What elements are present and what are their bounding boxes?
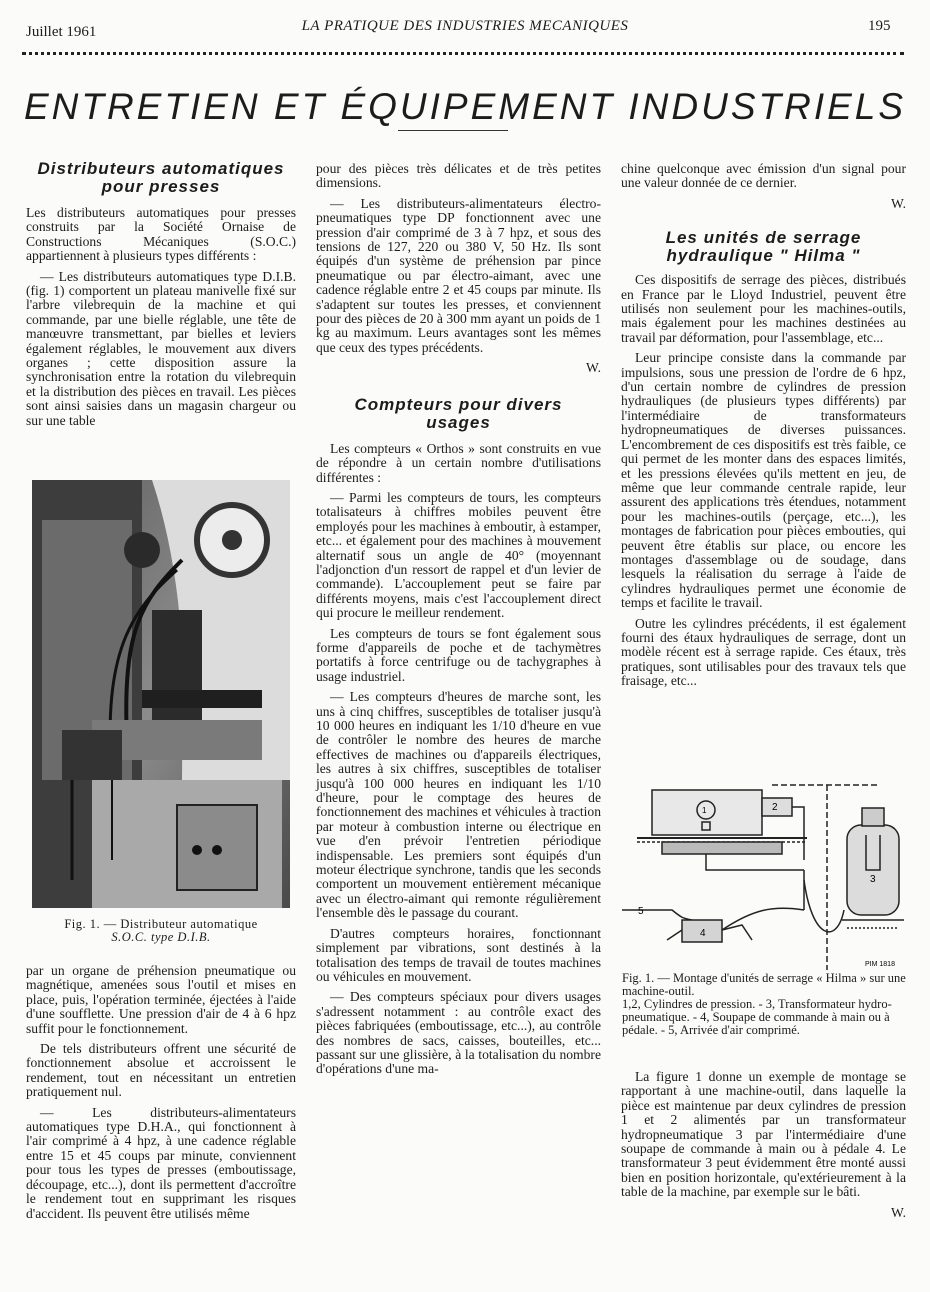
paragraph: La figure 1 donne un exemple de montage se rapportant à une machine-outil, dans laquelle la pièce est maintenue par deux cylindres de pression 1 et 2 alimentés par un transformateur hydropneumatique 3 par l'intermédiaire d'une soupape de commande à main ou à pédale 4. Le transformateur 3 peut évidemment être monté aussi bien en position horizontale, qu'extérieurement à la table de la machine, par exemple sur le bâti. [621,1069,906,1200]
caption-line: Fig. 1. — Distributeur automatique [64,917,258,931]
figure-reference: PIM 1818 [865,961,895,968]
article-title-distributeurs: Distributeurs automatiques pour presses [37,159,285,196]
paragraph: Les compteurs de tours se font également sous forme d'appareils de poche et de tachymètres portatifs à force centrifuge ou de tachygraphes à usage industriel. [316,625,601,684]
column-2 [316,162,601,1083]
diagram-caption [622,972,907,1037]
paragraph: — Parmi les compteurs de tours, les compteurs totalisateurs à chiffres mobiles peuvent être employés pour les machines à emboutir, à estamper, etc... et également pour des machines à mouvement alternatif sous un angle de 40° (moyennant l'adjonction d'un ressort de rappel et d'un levier de commande). L'accouplement peut se faire par différents moyens, mais c'est l'accouplement direct qui procure le meilleur rendement. [316,489,601,621]
dotted-rule [22,52,904,55]
journal-title: LA PRATIQUE DES INDUSTRIES MECANIQUES [301,18,629,34]
hydraulic-setup-drawing [622,780,907,970]
paragraph: pour des pièces très délicates et de très petites dimensions. [316,161,601,191]
paragraph: chine quelconque avec émission d'un signal pour une valeur donnée de ce dernier. [621,161,906,191]
paragraph: Outre les cylindres précédents, il est également fourni des étaux hydrauliques de serrage, dont un modèle récent est à serrage rapide. Ces étaux, très pratiques, sont utilisables pour des travaux tels que fraisage, etc... [621,615,906,689]
paragraph: Leur principe consiste dans la commande par impulsions, sous une pression de l'ordre de 6 hpz, d'un certain nombre de cylindres de pression hydrauliques (de plusieurs types différents) par l'intermédiaire de transformateurs hydropneumatiques de diverses puissances. L'encombrement de ces dispositifs est très faible, ce qui permet de les monter dans des espaces limités, et les pressions élevées qu'ils mettent en jeu, de même que leur commande centrale rapide, leur assurent des applications très étendues, notamment pour les machines-outils (perçage, etc...), les montages de fabrication pour pièces embouties, qui peuvent être établis sur place, ou encore les montages d'assemblage ou de soudage, dans lesquels la réalisation du serrage à l'aide de cylindres hydrauliques permet une économie de temps et facilite le travail. [621,350,906,611]
paragraph: — Les compteurs d'heures de marche sont, les uns à cinq chiffres, susceptibles de totaliser jusqu'à 10 000 heures en indiquant les 1/10 d'heure en vue de contrôler le nombre des heures de marche effectives de machines ou d'appareils électriques, les autres à six chiffres, susceptibles de totaliser jusqu'à 100 000 heures en indiquant les 1/10 d'heure, pour le comptage des heures de fonctionnement des machines et véhicules à traction par moteur à combustion interne ou électrique en vue d'en prévoir l'entretien périodique indispensable. Les premiers sont équipés d'un moteur électrique synchrone, tandis que les seconds comportent un mouvement entièrement mécanique avec un électro-aimant qui remonte régulièrement l'ensemble dès le passage du courant. [316,689,601,921]
column-1-bottom [26,964,296,1227]
distributor-photo [32,480,290,908]
hilma-diagram [622,780,907,970]
author-initial: W. [891,195,906,211]
article-title-hilma: Les unités de serrage hydraulique " Hilma " [665,228,862,266]
article-title-compteurs: Compteurs pour divers usages [354,394,563,432]
paragraph: — Des compteurs spéciaux pour divers usages s'adressent notamment : au contrôle exact des pièces fabriquées (emboutissage, etc...), au contrôle des nombres de sacs, caisses, bouteilles, etc... passant sur une glissière, à la totalisation du nombre d'opérations d'une ma- [316,989,601,1077]
paragraph: — Les distributeurs-alimentateurs automatiques type D.H.A., qui fonctionnent à l'air comprimé à 4 hpz, à une cadence réglable entre 15 et 45 coups par minute, conviennent pour tous les types de presses (emboutissage, découpage, etc...), dont ils permettent d'accroître le rendement tout en supprimant les risques d'accident. Ils peuvent être utilisés même [26,1104,296,1221]
column-1-top [26,160,296,434]
caption-line: S.O.C. type D.I.B. [111,930,211,944]
author-initial: W. [891,1204,906,1220]
issue-date: Juillet 1961 [26,24,97,40]
page-number: 195 [868,18,891,34]
label-4: 4 [700,928,706,939]
column-3-top [621,162,906,695]
paragraph: — Les distributeurs automatiques type D.I.B. (fig. 1) comportent un plateau manivelle fixé sur l'arbre vilebrequin de la machine et qui commande, par une bielle réglable, une tête de manœuvre transmettant, par bielles et leviers également réglables, le mouvement aux divers organes ; cette disposition assure la synchronisation entre la rotation du vilebrequin et la distribution des pièces en travail. Les pièces sont ainsi saisies dans un magasin chargeur ou sur une table [26,268,296,428]
paragraph: Les distributeurs automatiques pour presses construits par la Société Ornaise de Constructions Mécaniques (S.O.C.) appartiennent à plusieurs types différents : [26,205,296,264]
paragraph: par un organe de préhension pneumatique ou magnétique, amenées sous l'outil et mises en place, puis, l'opération terminée, éjectées à l'aide d'une soufflette. Une pression d'air de 4 à 6 hpz suffit pour le fonctionnement. [26,963,296,1036]
figure-caption [32,918,290,944]
press-machine-image [32,480,290,908]
paragraph: Les compteurs « Orthos » sont construits en vue de répondre à un certain nombre d'utilisations différentes : [316,440,601,485]
label-3: 3 [870,874,876,885]
paragraph: De tels distributeurs offrent une sécurité de fonctionnement absolue et accroissent le rendement, tout en nécessitant un entretien pratiquement nul. [26,1041,296,1100]
column-3-bottom [621,1070,906,1226]
title-underline [398,130,508,131]
label-5: 5 [638,906,644,917]
caption-line: Fig. 1. — Montage d'unités de serrage « Hilma » sur une machine-outil. [622,971,906,998]
paragraph: Ces dispositifs de serrage des pièces, distribués en France par le Lloyd Industriel, peuvent être utilisés non seulement pour les machines-outils, mais également pour les machines destinées au travail par déformation, pour l'assemblage, etc... [621,272,906,345]
paragraph: — Les distributeurs-alimentateurs électro-pneumatiques type DP fonctionnent avec une pression d'air comprimé de 3 à 7 hpz, et sous des tensions de 127, 220 ou 380 V, 50 Hz. Ils sont équipés d'un système de préhension par pince pneumatique ou par électro-aimant, avec une cadence réglable entre 2 et 45 coups par minute. Ils s'adaptent sur toutes les presses, et conviennent pour des pièces de 20 à 300 mm ayant un poids de 1 kg au maximum. Leurs avantages sont les mêmes que ceux des types précédents. [316,195,601,355]
paragraph: D'autres compteurs horaires, fonctionnant simplement par vibrations, sont destinés à la totalisation des temps de travail de toutes machines ou véhicules en mouvement. [316,925,601,984]
caption-line: 1,2, Cylindres de pression. - 3, Transformateur hydro-pneumatique. - 4, Soupape de commande à main ou à pédale. - 5, Arrivée d'air comprimé. [622,997,892,1037]
label-1: 1 [702,806,707,815]
author-initial: W. [586,360,601,376]
section-title: ENTRETIEN ET ÉQUIPEMENT INDUSTRIELS [23,86,907,127]
label-2: 2 [772,802,778,813]
